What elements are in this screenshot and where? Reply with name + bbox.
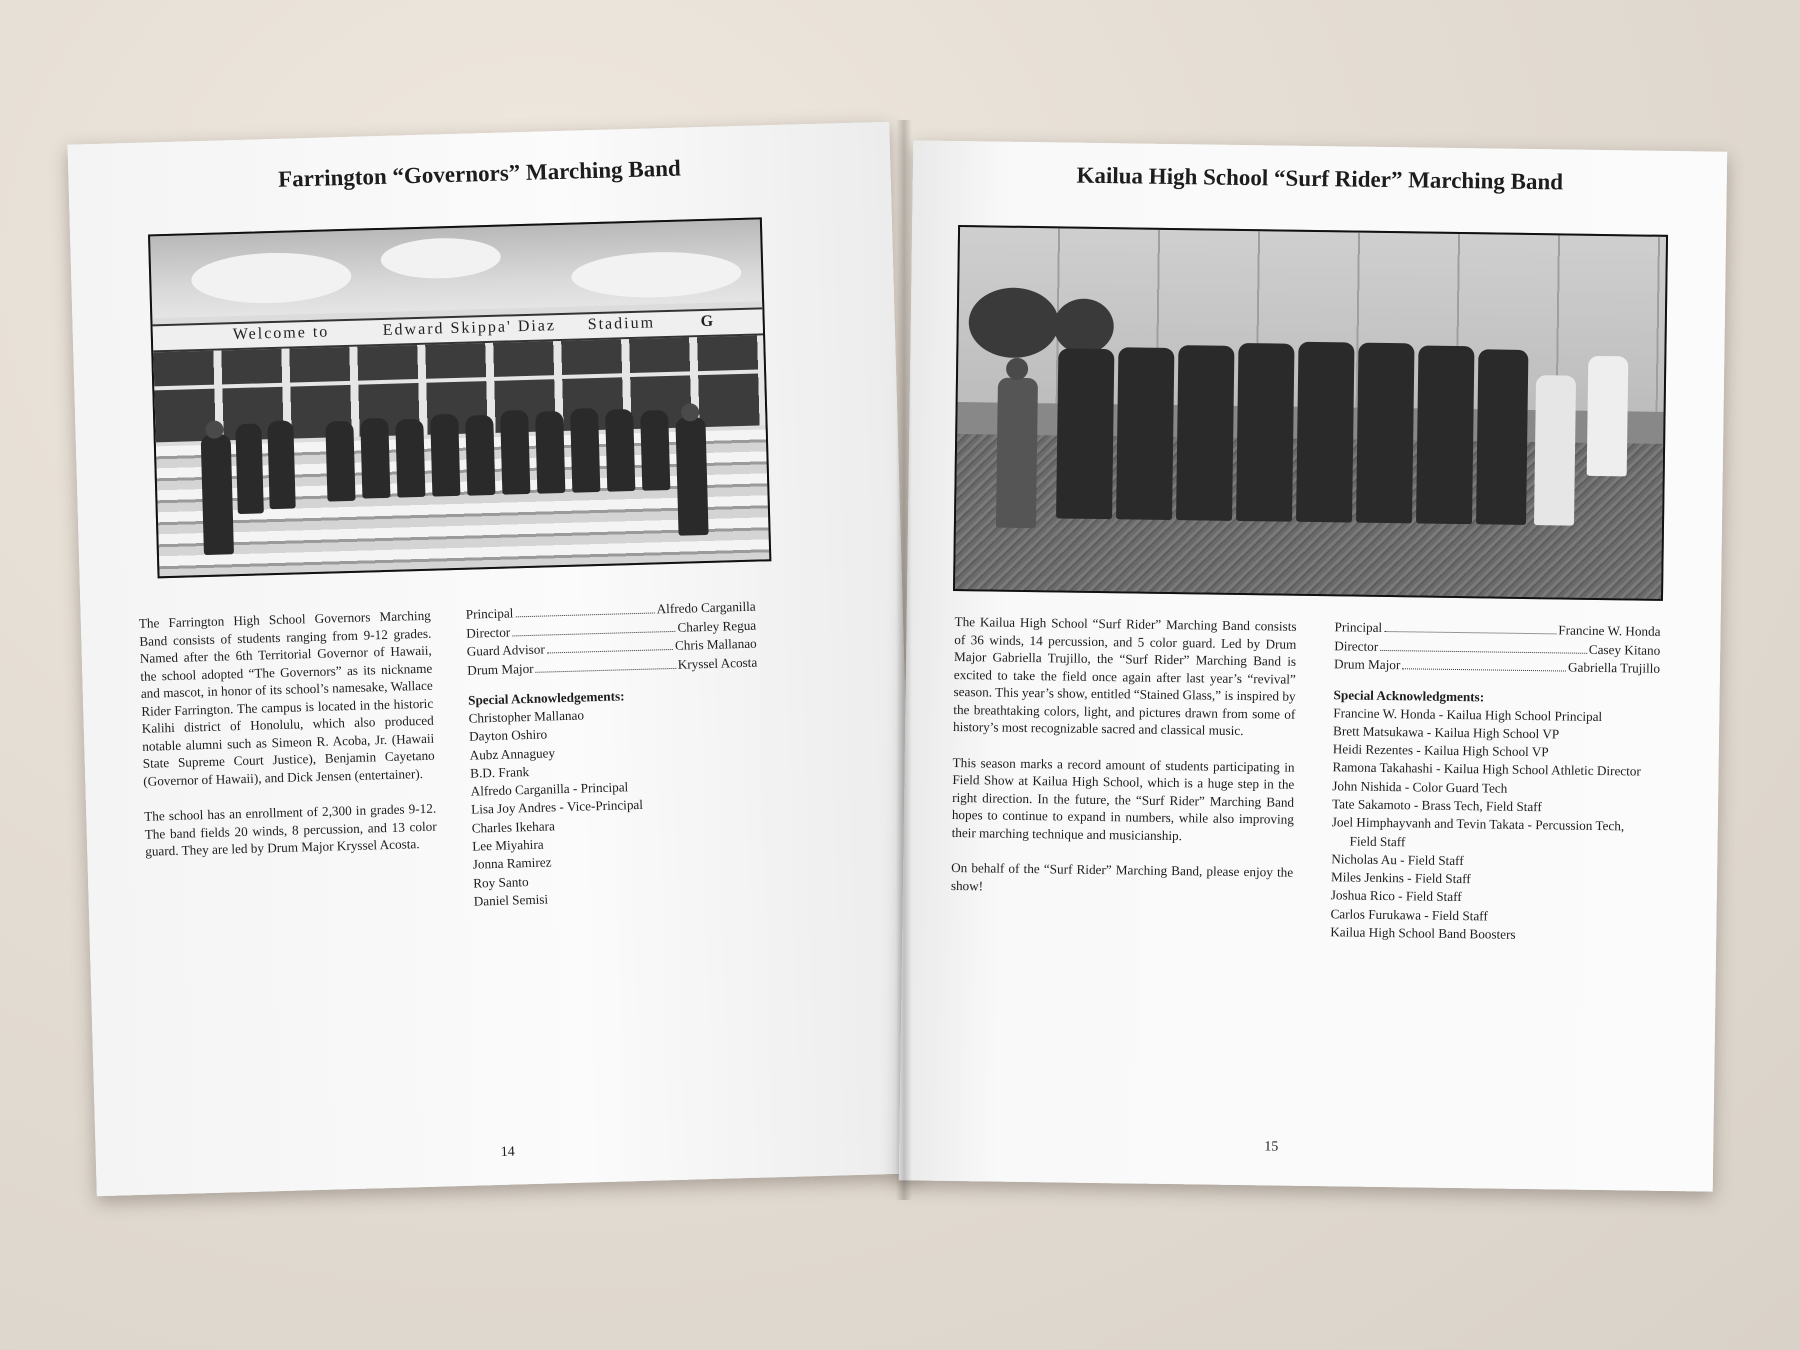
acknowledgement-item: B.D. Frank [469,763,530,781]
acknowledgements-list [1330,704,1659,946]
acknowledgement-item: Jonna Ramirez [472,854,552,873]
staff-name: Francine W. Honda [1558,622,1661,639]
acknowledgement-item: Miles Jenkins - Field Staff [1330,869,1471,887]
farrington-staff [466,598,764,911]
acknowledgement-item: Aubz Annaguey [469,744,556,763]
staff-role: Drum Major [1333,656,1401,673]
staff-role: Principal [1334,619,1383,635]
staff-name: Chris Mallanao [674,635,757,653]
acknowledgements-heading: Special Acknowledgements: [467,688,625,708]
band-member [1056,348,1114,519]
band-member [1296,342,1355,523]
band-member [535,411,565,494]
acknowledgement-item: Lisa Joy Andres - Vice-Principal [470,797,644,818]
band-member [360,418,390,499]
acknowledgement-item: Nicholas Au - Field Staff [1331,851,1464,868]
band-member [1116,347,1174,520]
acknowledgement-item: Brett Matsukawa - Kailua High School VP [1332,723,1560,742]
staff-role: Principal [465,605,514,622]
band-member [430,414,460,497]
acknowledgement-item: Francine W. Honda - Kailua High School Principal [1333,704,1603,724]
staff-name: Casey Kitano [1588,641,1661,658]
farrington-band-photo [148,217,771,578]
acknowledgements-heading: Special Acknowledgments: [1333,686,1485,704]
kailua-description [951,613,1297,917]
staff-role: Drum Major [467,660,534,678]
staff-row [1334,655,1660,678]
staff-name: Charley Regua [677,617,757,635]
band-member [201,434,234,555]
right-page [899,140,1727,1191]
band-member [1587,356,1629,477]
band-member [640,410,670,491]
acknowledgement-item: Alfredo Carganilla - Principal [470,779,629,799]
farrington-description [139,607,438,879]
acknowledgement-item: Carlos Furukawa - Field Staff [1330,906,1488,924]
page-number: 15 [1264,1139,1279,1155]
book-spine-shadow [896,120,912,1200]
staff-name: Alfredo Carganilla [656,598,756,617]
acknowledgement-item: Heidi Rezentes - Kailua High School VP [1332,741,1549,760]
kailua-description-paragraph: On behalf of the “Surf Rider” Marching Band, please enjoy the show! [950,859,1294,893]
staff-role: Guard Advisor [466,641,545,659]
acknowledgement-item: Roy Santo [473,873,529,891]
acknowledgement-item: John Nishida - Color Guard Tech [1332,777,1508,796]
left-page [67,122,918,1197]
page-number: 14 [500,1144,515,1160]
kailua-staff [1330,618,1660,946]
farrington-description-paragraph: The Farrington High School Governors Marching Band consists of students ranging from 9-12 grades. Named after the 6th Territorial Governor of Hawaii, the school adopted “The Governors” as its nickname and mascot, in honor of its school’s namesake, Wallace Rider Farrington. The campus is located in the historic Kalihi district of Honolulu, which also produced notable alumni such as Simeon R. Acoba, Jr. (Hawaii State Supreme Court Justice), Benjamin Cayetano (Governor of Hawaii), and Dick Jensen (entertainer). [138,607,435,789]
band-member [996,378,1038,529]
banner-text-1: Welcome to [232,323,330,344]
acknowledgement-item: Tate Sakamoto - Brass Tech, Field Staff [1331,796,1542,815]
band-member [325,421,355,502]
banner-text-2: Edward Skippa' Diaz [382,317,557,339]
right-page-title: Kailua High School “Surf Rider” Marching Band [1076,162,1564,195]
band-member [395,419,425,498]
band-member [1416,345,1474,524]
staff-name: Gabriella Trujillo [1567,659,1661,676]
band-member [675,417,708,536]
kailua-band-photo [953,225,1668,601]
banner-logo-letter: G [700,312,716,331]
band-member [500,410,530,495]
band-member [1476,349,1528,525]
photo-cloud [571,250,742,300]
acknowledgement-item: Daniel Semisi [473,891,549,909]
acknowledgement-item: Kailua High School Band Boosters [1330,924,1516,942]
acknowledgements-list [468,702,764,911]
staff-role: Director [466,624,511,641]
farrington-description-paragraph: The school has an enrollment of 2,300 in grades 9-12. The band fields 20 winds, 8 percussion, and 13 color guard. They are led by Drum Major Kryssel Acosta. [144,800,437,859]
photo-tree [968,287,1059,358]
band-member [1236,343,1294,522]
left-page-title: Farrington “Governors” Marching Band [277,155,682,192]
kailua-description-paragraph: This season marks a record amount of students participating in Field Show at Kailua High School, which is a huge step in the right direction. In the future, the “Surf Rider” Marching Band hopes to continue to expand in numbers, while also improving their marching technique and musicianship. [951,754,1295,843]
band-member [267,420,295,509]
acknowledgement-item: Field Staff [1349,833,1406,849]
band-member [1176,345,1234,521]
staff-role: Director [1334,637,1379,654]
banner-text-3: Stadium [587,314,656,334]
acknowledgement-item: Charles Ikehara [471,818,556,836]
acknowledgement-item: Lee Miyahira [472,836,544,854]
acknowledgement-item: Ramona Takahashi - Kailua High School Athletic Director [1332,759,1641,779]
acknowledgement-item: Dayton Oshiro [468,726,548,744]
band-member [1534,375,1576,526]
photo-cloud [380,237,501,280]
acknowledgement-item: Joshua Rico - Field Staff [1330,887,1462,905]
band-member [605,409,635,492]
acknowledgement-item: Joel Himphayvanh and Tevin Takata - Percussion Tech, [1331,814,1625,834]
band-member [570,408,600,493]
staff-name: Kryssel Acosta [677,654,758,672]
acknowledgement-item: Christopher Mallanao [468,707,585,726]
band-member [465,415,495,496]
band-member [1356,343,1415,524]
photo-cloud [191,251,352,305]
kailua-description-paragraph: The Kailua High School “Surf Rider” Marching Band consists of 36 winds, 14 percussion, and 5 color guard. Led by Drum Major Gabriella Trujillo, the “Surf Rider” Marching Band is excited to take the field once again after last year’s “revival” season. This year’s show, entitled “Stained Glass,” is inspired by the breathtaking colors, light, and pictures drawn from some of history’s most recognizable sacred and classical music. [953,613,1297,739]
band-member [235,423,264,514]
